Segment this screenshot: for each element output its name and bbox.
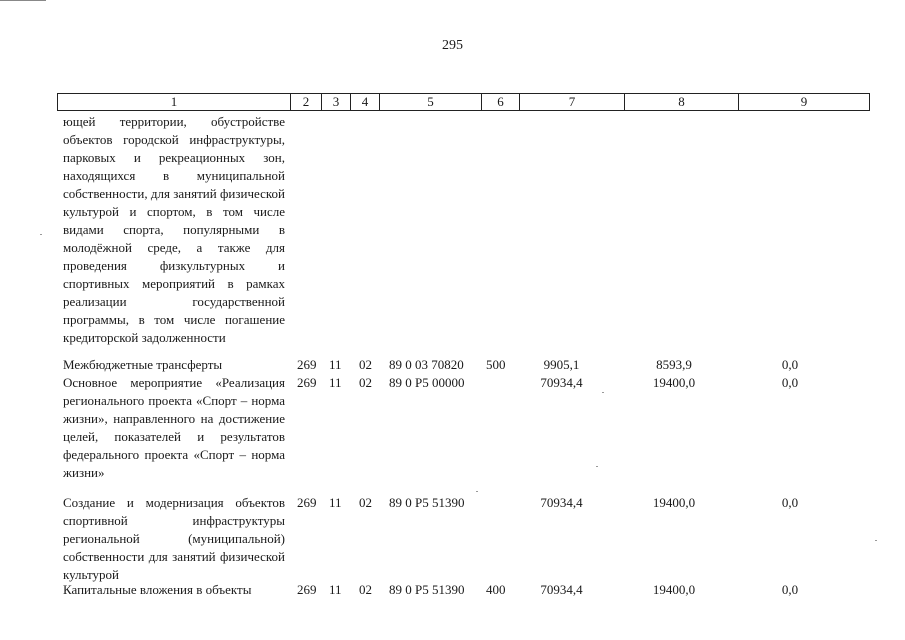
- scan-speck: [602, 392, 604, 393]
- cell-subsection: 02: [359, 357, 372, 372]
- cell-amount-9: 0,0: [781, 375, 799, 390]
- cell-subsection: 02: [359, 375, 372, 390]
- column-header-7: 7: [519, 94, 624, 110]
- cell-amount-9: 0,0: [781, 357, 799, 372]
- cell-subsection: 02: [359, 582, 372, 597]
- column-header-3: 3: [321, 94, 350, 110]
- column-header-1: 1: [170, 94, 178, 109]
- row-description: ющей территории, обустройстве объектов городской инфраструктуры, парковых и рекреационных зон, находящихся в муниципальной собственности, для занятий физической культурой и спортом, в том числе видами спорта, популярными в молодёжной среде, а также для проведения физкультурных и спортивных мероприятий в рамках реализации государственной программы, в том числе погашение кредиторской задолженности: [63, 114, 285, 345]
- page-number: 295: [442, 38, 463, 53]
- cell-ministry-code: 269: [297, 357, 317, 372]
- cell-section: 11: [329, 357, 342, 372]
- column-header-8: 8: [624, 94, 738, 110]
- table-header: [57, 93, 870, 111]
- scan-speck: [40, 234, 42, 235]
- column-header-4: 4: [350, 94, 379, 110]
- scan-speck: [596, 466, 598, 467]
- column-header-5: 5: [379, 94, 481, 110]
- cell-amount-9: 0,0: [781, 582, 799, 597]
- cell-amount-7: 70934,4: [540, 582, 583, 597]
- cell-target-article: 89 0 P5 00000: [389, 375, 465, 390]
- row-description: Капитальные вложения в объекты: [63, 582, 252, 597]
- cell-target-article: 89 0 P5 51390: [389, 495, 465, 510]
- cell-ministry-code: 269: [297, 582, 317, 597]
- cell-target-article: 89 0 03 70820: [389, 357, 464, 372]
- scan-edge-mark: [0, 0, 46, 1]
- row-description: Межбюджетные трансферты: [63, 357, 223, 372]
- column-header-2: 2: [290, 94, 321, 110]
- cell-amount-8: 8593,9: [656, 357, 692, 372]
- cell-amount-7: 70934,4: [540, 495, 583, 510]
- cell-target-article: 89 0 P5 51390: [389, 582, 465, 597]
- cell-section: 11: [329, 582, 342, 597]
- cell-subsection: 02: [359, 495, 372, 510]
- cell-section: 11: [329, 495, 342, 510]
- scan-speck: [875, 540, 877, 541]
- cell-amount-8: 19400,0: [652, 495, 696, 510]
- cell-ministry-code: 269: [297, 375, 317, 390]
- cell-amount-8: 19400,0: [652, 375, 696, 390]
- scan-speck: [476, 491, 478, 492]
- cell-amount-9: 0,0: [781, 495, 799, 510]
- row-description: Создание и модернизация объектов спортивной инфраструктуры региональной (муниципальной) собственности для занятий физической культурой: [63, 495, 285, 582]
- cell-amount-7: 70934,4: [540, 375, 583, 390]
- cell-amount-8: 19400,0: [652, 582, 696, 597]
- column-header-9: 9: [738, 94, 869, 110]
- column-header-6: 6: [481, 94, 519, 110]
- row-description: Основное мероприятие «Реализация регионального проекта «Спорт – норма жизни», направленного на достижение целей, показателей и результатов федерального проекта «Спорт – норма жизни»: [63, 375, 285, 480]
- cell-expense-type: 500: [486, 357, 506, 372]
- cell-amount-7: 9905,1: [543, 357, 580, 372]
- cell-section: 11: [329, 375, 342, 390]
- cell-expense-type: 400: [486, 582, 506, 597]
- cell-ministry-code: 269: [297, 495, 317, 510]
